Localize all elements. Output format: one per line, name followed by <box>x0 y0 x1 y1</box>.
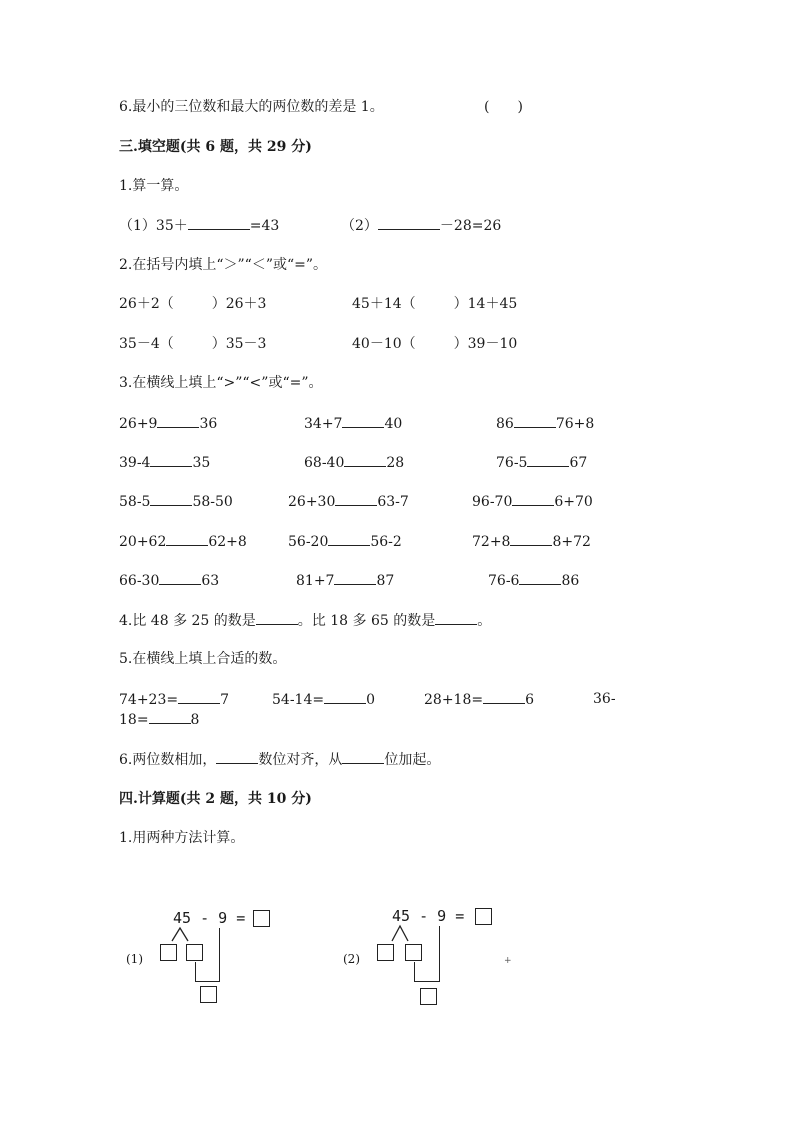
answer-blank[interactable] <box>519 571 561 585</box>
q2-item-right: ）14＋45 <box>453 296 518 312</box>
expr-right: 76+8 <box>555 416 595 432</box>
q4-text-a: 4.比 48 多 25 的数是 <box>119 613 256 629</box>
expr-left: 39-4 <box>119 455 151 471</box>
q1-part-1 <box>119 216 279 235</box>
answer-blank[interactable] <box>527 453 569 467</box>
connector-line <box>414 981 440 982</box>
answer-blank[interactable] <box>178 690 220 704</box>
q5-item <box>424 690 534 709</box>
expr-right: 63-7 <box>377 494 409 510</box>
q3-item <box>496 414 594 433</box>
q3-item <box>296 571 394 590</box>
answer-blank[interactable] <box>512 492 554 506</box>
expr-left: 74+23= <box>119 692 179 708</box>
q3-item <box>119 414 217 433</box>
calc-label: (1) <box>126 952 143 966</box>
answer-blank[interactable] <box>157 414 199 428</box>
expr-left: 72+8 <box>472 534 511 550</box>
q3-item <box>119 532 247 551</box>
q1-part-1-prefix: （1）35＋ <box>119 218 188 234</box>
q2-item-right: ）39－10 <box>453 336 518 352</box>
q2-item-right: ）26＋3 <box>211 296 267 312</box>
expr-right: 8 <box>190 712 200 728</box>
q3-item <box>472 532 591 551</box>
q5-item <box>119 690 229 709</box>
q2-item-4 <box>352 335 517 353</box>
connector-line <box>439 926 440 982</box>
q5-title: 5.在横线上填上合适的数。 <box>119 651 287 667</box>
answer-box[interactable] <box>377 944 394 961</box>
expr-right: 8+72 <box>552 534 591 550</box>
answer-blank[interactable] <box>435 611 477 625</box>
q3-item <box>119 453 210 472</box>
answer-box[interactable] <box>420 988 437 1005</box>
expr-right: 28 <box>386 455 405 471</box>
answer-box[interactable] <box>186 944 203 961</box>
answer-box[interactable] <box>475 908 492 925</box>
q3-item <box>119 492 233 511</box>
expr-right: 56-2 <box>370 534 402 550</box>
q5-item-wrap-start: 36- <box>593 691 616 707</box>
answer-blank[interactable] <box>188 216 250 230</box>
expr-right: 0 <box>366 692 376 708</box>
q3-title: 3.在横线上填上“>”“<”或“=”。 <box>119 375 323 391</box>
answer-box[interactable] <box>405 944 422 961</box>
q4-text-b: 。比 18 多 65 的数是 <box>297 613 436 629</box>
expr-left: 66-30 <box>119 573 160 589</box>
expr-left: 76-5 <box>496 455 528 471</box>
answer-blank[interactable] <box>216 750 258 764</box>
answer-box[interactable] <box>160 944 177 961</box>
expr-left: 54-14= <box>272 692 325 708</box>
q2-item-1 <box>119 295 266 313</box>
split-lines <box>390 924 420 942</box>
expr-right: 6 <box>525 692 535 708</box>
question-6-top <box>119 98 384 116</box>
split-lines <box>170 926 200 942</box>
expr-right: 40 <box>384 416 403 432</box>
q1-title: 1.算一算。 <box>119 178 189 194</box>
answer-box[interactable] <box>200 986 217 1003</box>
answer-blank[interactable] <box>335 492 377 506</box>
q1-part-1-suffix: =43 <box>249 218 280 234</box>
q2-item-2 <box>352 295 517 313</box>
expr-right: 62+8 <box>208 534 247 550</box>
q3-item <box>488 571 579 590</box>
section-3-heading: 三.填空题(共 6 题，共 29 分) <box>119 139 312 155</box>
expr-left: 18= <box>119 712 149 728</box>
q6-text-b: 数位对齐，从 <box>258 752 343 768</box>
q3-item <box>496 453 587 472</box>
q4 <box>119 611 491 630</box>
answer-blank[interactable] <box>510 532 552 546</box>
q6-text-a: 6.两位数相加， <box>119 752 217 768</box>
q4-text-c: 。 <box>477 613 492 629</box>
connector-line <box>414 962 415 982</box>
answer-blank[interactable] <box>149 710 191 724</box>
q3-item <box>119 571 219 590</box>
plus-mark: + <box>504 956 512 966</box>
question-text: 6.最小的三位数和最大的两位数的差是 1。 <box>119 99 384 115</box>
answer-blank[interactable] <box>342 750 384 764</box>
q3-item <box>288 492 409 511</box>
expr-left: 76-6 <box>488 573 520 589</box>
expr-left: 81+7 <box>296 573 335 589</box>
answer-blank[interactable] <box>159 571 201 585</box>
q5-item-wrap-end <box>119 710 199 729</box>
q3-item <box>472 492 593 511</box>
expr-right: 6+70 <box>554 494 593 510</box>
q6-text-c: 位加起。 <box>384 752 441 768</box>
answer-blank[interactable] <box>378 216 440 230</box>
expr-left: 26+30 <box>288 494 336 510</box>
expr-right: 63 <box>201 573 220 589</box>
section-4-heading: 四.计算题(共 2 题，共 10 分) <box>119 791 312 807</box>
answer-blank[interactable] <box>514 414 556 428</box>
calc-label: (2) <box>343 952 360 966</box>
expr-right: 35 <box>192 455 211 471</box>
expr-right: 67 <box>569 455 588 471</box>
q2-item-right: ）35－3 <box>211 336 267 352</box>
answer-blank[interactable] <box>150 492 192 506</box>
answer-blank[interactable] <box>334 571 376 585</box>
expr-left: 56-20 <box>288 534 329 550</box>
calc-title: 1.用两种方法计算。 <box>119 830 245 846</box>
expr-left: 26+9 <box>119 416 158 432</box>
connector-line <box>219 928 220 982</box>
q2-item-left: 40－10（ <box>352 336 416 352</box>
q3-item <box>304 414 402 433</box>
q3-item <box>288 532 402 551</box>
q1-part-2-prefix: （2） <box>341 218 378 234</box>
answer-blank[interactable] <box>324 690 366 704</box>
answer-blank[interactable] <box>483 690 525 704</box>
answer-blank[interactable] <box>166 532 208 546</box>
q3-item <box>304 453 404 472</box>
connector-line <box>195 981 220 982</box>
expr-left: 20+62 <box>119 534 167 550</box>
q6 <box>119 750 440 769</box>
calc-expression: 45 - 9 = <box>173 909 246 927</box>
expr-left: 28+18= <box>424 692 484 708</box>
q2-item-left: 26＋2（ <box>119 296 174 312</box>
q1-part-2 <box>341 216 501 235</box>
expr-left: 86 <box>496 416 514 432</box>
answer-box[interactable] <box>253 910 270 927</box>
expr-right: 58-50 <box>192 494 233 510</box>
q1-part-2-suffix: －28=26 <box>439 218 502 234</box>
answer-blank[interactable] <box>344 453 386 467</box>
expr-left: 68-40 <box>304 455 345 471</box>
q5-item <box>272 690 375 709</box>
expr-right: 36 <box>199 416 218 432</box>
expr-right: 86 <box>561 573 580 589</box>
q2-title: 2.在括号内填上“＞”“＜”或“=”。 <box>119 257 328 273</box>
q2-item-left: 35－4（ <box>119 336 174 352</box>
answer-blank[interactable] <box>256 611 298 625</box>
connector-line <box>195 962 196 982</box>
answer-bracket: ( ) <box>484 99 523 115</box>
answer-blank[interactable] <box>328 532 370 546</box>
answer-blank[interactable] <box>150 453 192 467</box>
q2-item-3 <box>119 335 266 353</box>
expr-left: 34+7 <box>304 416 343 432</box>
expr-right: 87 <box>376 573 395 589</box>
calc-expression: 45 - 9 = <box>392 907 465 925</box>
expr-left: 96-70 <box>472 494 513 510</box>
expr-right: 7 <box>220 692 230 708</box>
expr-left: 58-5 <box>119 494 151 510</box>
q2-item-left: 45＋14（ <box>352 296 416 312</box>
answer-blank[interactable] <box>342 414 384 428</box>
